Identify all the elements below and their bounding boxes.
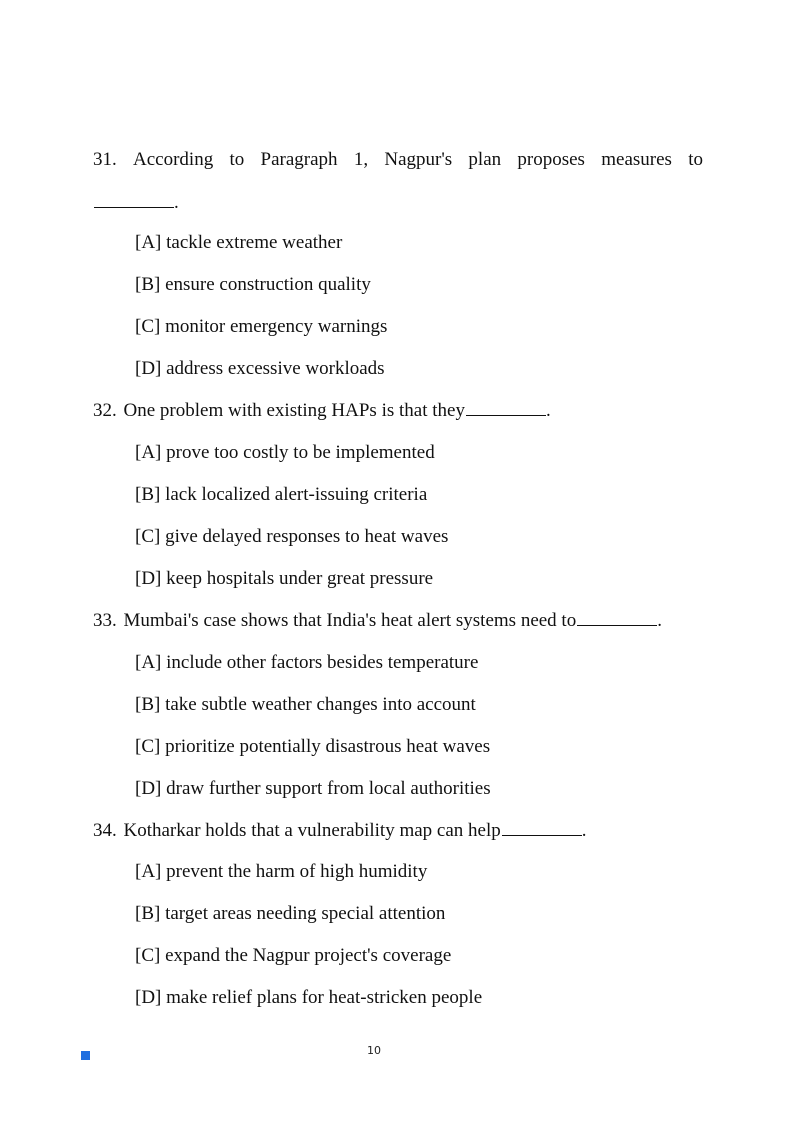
question-31-blank-line (93, 191, 179, 215)
stem-word: measures (601, 149, 672, 170)
stem-end: . (581, 820, 587, 841)
option-33-a: [A] include other factors besides temperature (135, 652, 479, 673)
option-34-a: [A] prevent the harm of high humidity (135, 861, 428, 882)
answer-blank (94, 192, 174, 208)
stem-end: . (545, 400, 551, 421)
option-32-a: [A] prove too costly to be implemented (135, 442, 435, 463)
stem-text: Kotharkar holds that a vulnerability map can help (123, 820, 501, 841)
option-31-a: [A] tackle extreme weather (135, 232, 343, 253)
option-33-c: [C] prioritize potentially disastrous heat waves (135, 736, 491, 757)
stem-text: Mumbai's case shows that India's heat alert systems need to (123, 610, 577, 631)
option-34-b: [B] target areas needing special attention (135, 903, 446, 924)
question-33-stem (93, 609, 662, 633)
option-32-d: [D] keep hospitals under great pressure (135, 568, 434, 589)
answer-blank (502, 820, 582, 836)
question-number: 33. (93, 610, 117, 631)
question-34-stem (93, 819, 587, 843)
stem-word: Nagpur's (384, 149, 453, 170)
question-31-stem (93, 148, 703, 172)
option-31-c: [C] monitor emergency warnings (135, 316, 388, 337)
stem-word: plan (468, 149, 502, 170)
question-number: 31. (93, 149, 117, 170)
option-33-b: [B] take subtle weather changes into account (135, 694, 476, 715)
answer-blank (577, 610, 657, 626)
stem-word: to (688, 149, 703, 170)
question-number: 32. (93, 400, 117, 421)
option-31-b: [B] ensure construction quality (135, 274, 371, 295)
answer-blank (466, 400, 546, 416)
option-34-d: [D] make relief plans for heat-stricken people (135, 987, 483, 1008)
stem-text: One problem with existing HAPs is that they (123, 400, 465, 421)
stem-word: Paragraph (260, 149, 338, 170)
question-32-stem (93, 399, 551, 423)
option-31-d: [D] address excessive workloads (135, 358, 385, 379)
stem-end: . (174, 192, 179, 213)
question-number: 34. (93, 820, 117, 841)
stem-end: . (657, 610, 662, 631)
option-33-d: [D] draw further support from local authorities (135, 778, 491, 799)
stem-word: to (229, 149, 245, 170)
stem-word: According (133, 149, 214, 170)
blue-square-mark (81, 1051, 90, 1060)
stem-word: 1, (353, 149, 369, 170)
option-32-b: [B] lack localized alert-issuing criteria (135, 484, 428, 505)
page-number: 10 (367, 1044, 381, 1057)
stem-word: proposes (517, 149, 585, 170)
option-34-c: [C] expand the Nagpur project's coverage (135, 945, 452, 966)
option-32-c: [C] give delayed responses to heat waves (135, 526, 449, 547)
